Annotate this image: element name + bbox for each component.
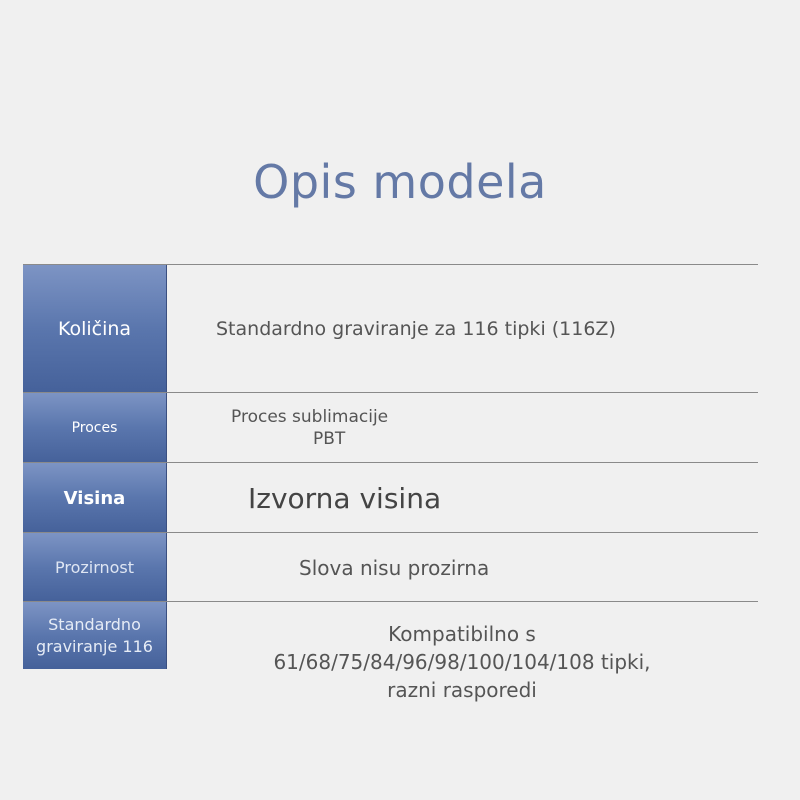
row-value	[166, 602, 758, 730]
label-line: Standardno	[48, 614, 141, 634]
label-line: graviranje 116	[36, 636, 153, 656]
spec-row-compatibility	[23, 601, 758, 702]
value-line: 61/68/75/84/96/98/100/104/108 tipki,	[273, 650, 651, 674]
row-label: Prozirnost	[23, 533, 167, 602]
row-label	[23, 602, 167, 669]
row-value	[166, 393, 758, 463]
spec-row-height	[23, 462, 758, 533]
value-line: PBT	[313, 429, 346, 449]
value-line: Kompatibilno s	[388, 622, 536, 646]
value-line: razni rasporedi	[387, 678, 537, 702]
value-line: Proces sublimacije	[231, 407, 389, 427]
spec-row-quantity	[23, 264, 758, 393]
spec-row-transparency	[23, 532, 758, 602]
row-value: Izvorna visina	[248, 481, 442, 515]
row-label: Količina	[23, 265, 167, 393]
page-title: Opis modela	[253, 155, 547, 209]
row-label: Visina	[23, 463, 167, 533]
row-value: Standardno graviranje za 116 tipki (116Z)	[216, 318, 616, 340]
row-value: Slova nisu prozirna	[299, 555, 490, 580]
spec-row-process	[23, 392, 758, 463]
row-label: Proces	[23, 393, 167, 463]
